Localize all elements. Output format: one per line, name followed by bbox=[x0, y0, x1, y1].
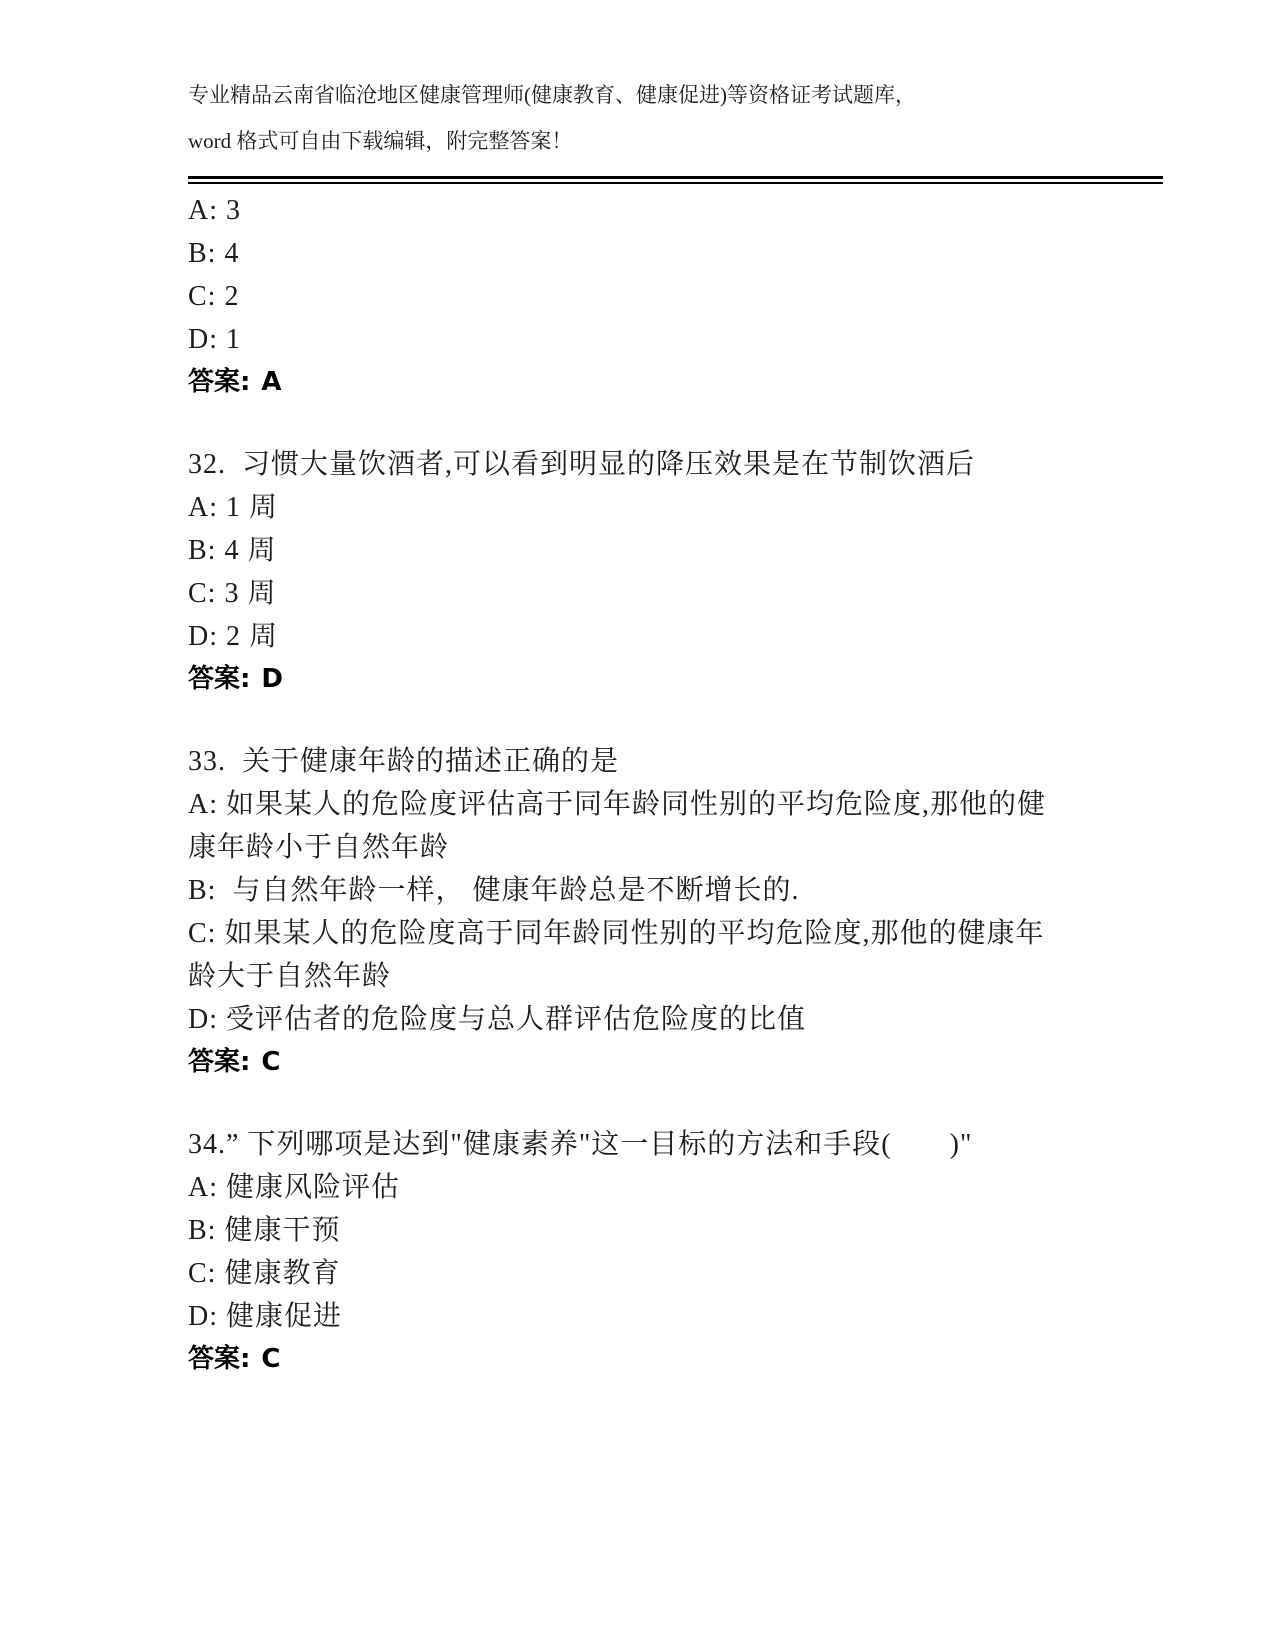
answer-value: D bbox=[261, 664, 283, 694]
question-block-34 bbox=[188, 1123, 1068, 1381]
answer-line bbox=[188, 658, 1068, 701]
document-header bbox=[188, 72, 1038, 164]
option-line: B: 健康干预 bbox=[188, 1215, 341, 1246]
option-line: C: 健康教育 bbox=[188, 1258, 341, 1289]
answer-line bbox=[188, 1041, 1068, 1084]
option-line: D: 1 bbox=[188, 324, 241, 355]
option-line: A: 3 bbox=[188, 195, 241, 226]
answer-value: C bbox=[261, 1047, 281, 1077]
option-line: B: 4 周 bbox=[188, 535, 277, 566]
question-heading: 32. 习惯大量饮酒者,可以看到明显的降压效果是在节制饮酒后 bbox=[188, 449, 976, 480]
question-heading: 34.” 下列哪项是达到"健康素养"这一目标的方法和手段( )" bbox=[188, 1129, 973, 1160]
option-line: D: 健康促进 bbox=[188, 1301, 343, 1332]
option-line: A: 健康风险评估 bbox=[188, 1172, 401, 1203]
header-line-1: 专业精品云南省临沧地区健康管理师(健康教育、健康促进)等资格证考试题库， bbox=[188, 83, 916, 107]
option-line: A: 1 周 bbox=[188, 492, 279, 523]
option-line: D: 受评估者的危险度与总人群评估危险度的比值 bbox=[188, 1004, 807, 1035]
option-line: C: 如果某人的危险度高于同年龄同性别的平均危险度,那他的健康年龄大于自然年龄 bbox=[188, 918, 1045, 992]
answer-line bbox=[188, 1338, 1068, 1381]
question-heading: 33. 关于健康年龄的描述正确的是 bbox=[188, 746, 620, 777]
answer-value: C bbox=[261, 1344, 281, 1374]
question-block-31 bbox=[188, 189, 1068, 404]
option-line: B: 4 bbox=[188, 238, 240, 269]
option-line: B: 与自然年龄一样， 健康年龄总是不断增长的. bbox=[188, 875, 800, 906]
answer-label: 答案: bbox=[188, 1344, 251, 1374]
answer-line bbox=[188, 361, 1068, 404]
option-line: C: 2 bbox=[188, 281, 240, 312]
option-line: A: 如果某人的危险度评估高于同年龄同性别的平均危险度,那他的健康年龄小于自然年龄 bbox=[188, 789, 1047, 863]
answer-label: 答案: bbox=[188, 664, 251, 694]
option-line: D: 2 周 bbox=[188, 621, 279, 652]
option-line: C: 3 周 bbox=[188, 578, 277, 609]
answer-value: A bbox=[261, 367, 282, 397]
answer-label: 答案: bbox=[188, 367, 251, 397]
questions-content bbox=[188, 189, 1068, 1381]
question-block-33 bbox=[188, 740, 1068, 1084]
header-line-2: word 格式可自由下载编辑，附完整答案！ bbox=[188, 129, 573, 153]
header-separator-rule bbox=[188, 176, 1163, 184]
question-block-32 bbox=[188, 443, 1068, 701]
answer-label: 答案: bbox=[188, 1047, 251, 1077]
